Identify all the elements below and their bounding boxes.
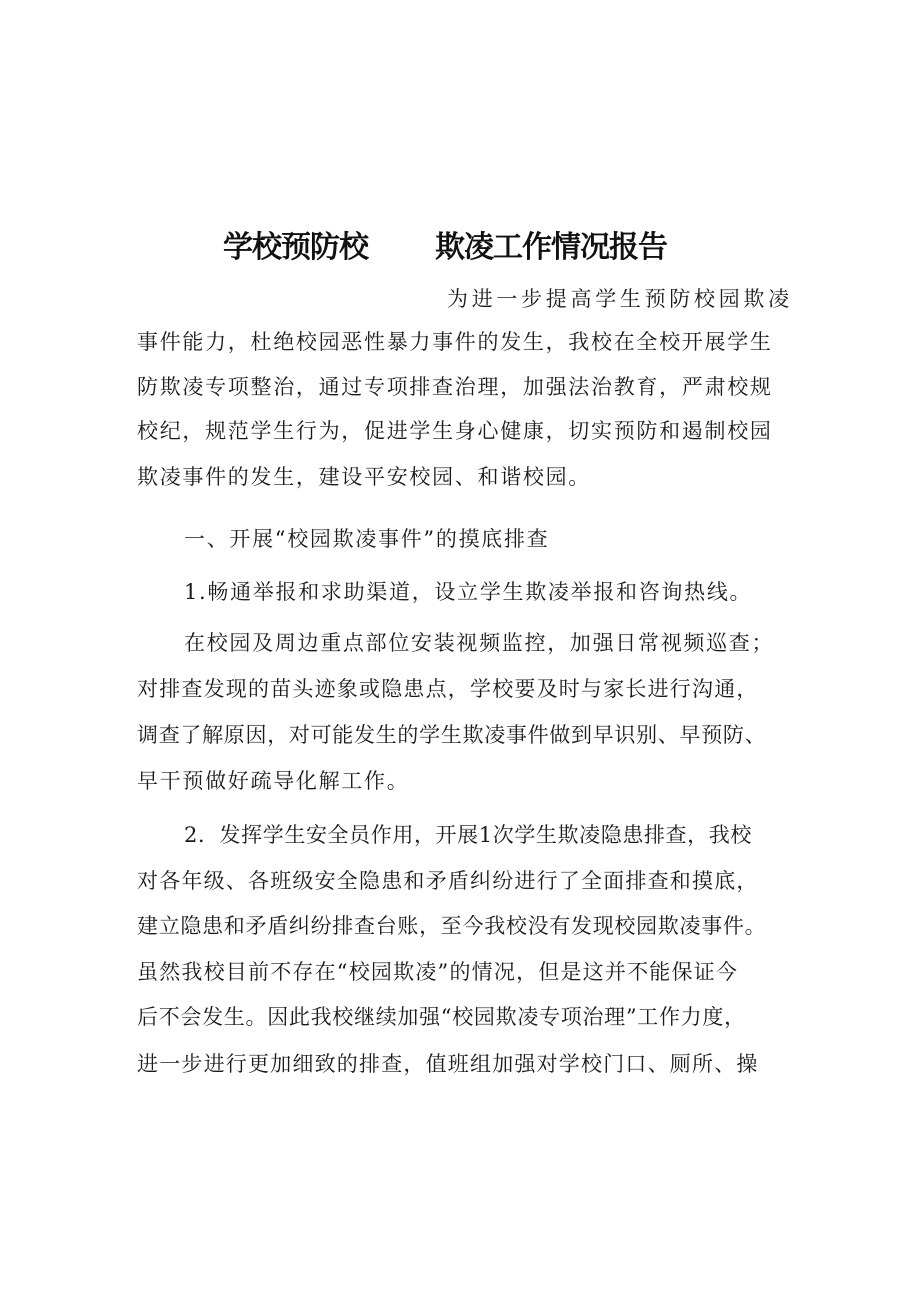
- item-2-line-2: 对各年级、各班级安全隐患和矛盾纠纷进行了全面排查和摸底，: [137, 869, 759, 893]
- item-2-line-3: 建立隐患和矛盾纠纷排查台账，至今我校没有发现校园欺凌事件。: [137, 914, 767, 938]
- paragraph-1-line-3: 防欺凌专项整治，通过专项排查治理，加强法治教育，严肃校规: [137, 375, 773, 399]
- paragraph-1-line-1: 为进一步提高学生预防校园欺凌: [447, 287, 793, 311]
- section-heading-1: 一、开展“校园欺凌事件”的摸底排查: [184, 527, 550, 551]
- title-part-1: 学校预防校: [223, 230, 368, 265]
- item-1-line-4: 早干预做好疏导化解工作。: [137, 769, 410, 793]
- item-2-line-4: 虽然我校目前不存在“校园欺凌”的情况，但是这并不能保证今: [137, 960, 739, 984]
- title-part-2: 欺凌工作情况报告: [435, 230, 667, 265]
- item-2-line-5: 后不会发生。因此我校继续加强“校园欺凌专项治理”工作力度，: [137, 1005, 746, 1029]
- paragraph-1-line-5: 欺凌事件的发生，建设平安校园、和谐校园。: [137, 465, 591, 489]
- item-1-line-1: 在校园及周边重点部位安装视频监控，加强日常视频巡查；: [184, 631, 775, 655]
- item-1-line-3: 调查了解原因，对可能发生的学生欺凌事件做到早识别、早预防、: [137, 723, 767, 747]
- item-1-line-2: 对排查发现的苗头迹象或隐患点，学校要及时与家长进行沟通，: [137, 677, 759, 701]
- item-2-line-1: 2．发挥学生安全员作用，开展1次学生欺凌隐患排查，我校: [184, 823, 752, 847]
- item-2-line-6: 进一步进行更加细致的排查，值班组加强对学校门口、厕所、操: [137, 1052, 759, 1076]
- paragraph-1-line-4: 校纪，规范学生行为，促进学生身心健康，切实预防和遏制校园: [137, 419, 773, 443]
- paragraph-1-line-2: 事件能力，杜绝校园恶性暴力事件的发生，我校在全校开展学生: [137, 330, 773, 354]
- document-title: [0, 222, 920, 268]
- item-1-heading: 1.畅通举报和求助渠道，设立学生欺凌举报和咨询热线。: [184, 580, 753, 604]
